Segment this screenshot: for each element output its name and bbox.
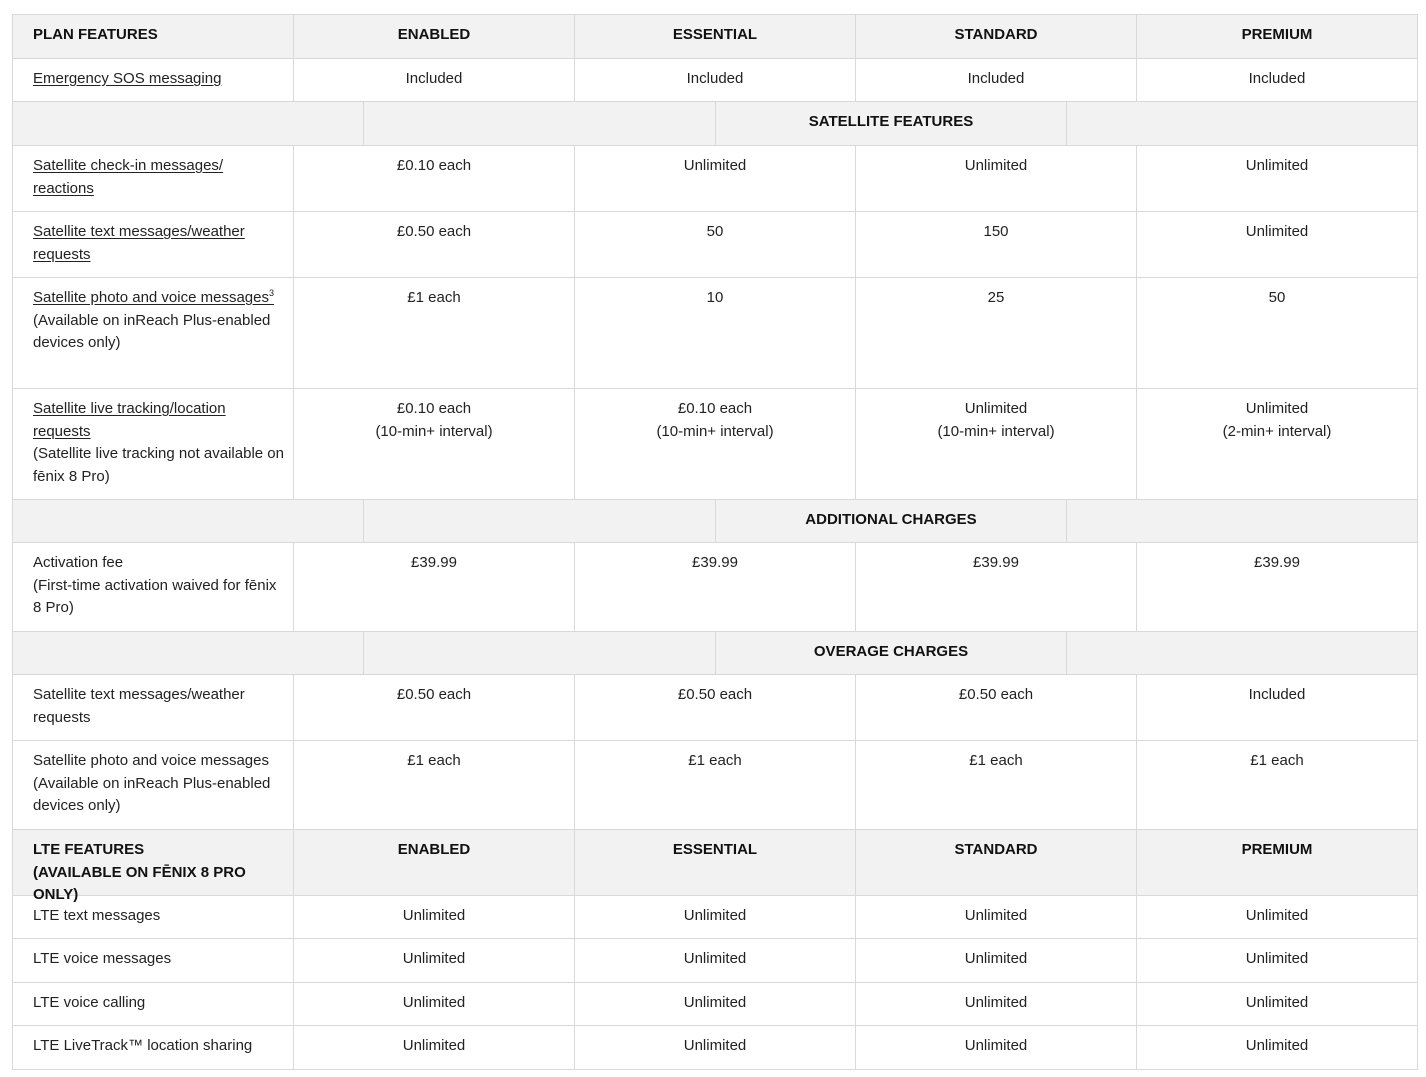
section-spacer (364, 632, 716, 675)
feature-label-cell (13, 983, 294, 1026)
value-text: 50 (1268, 289, 1286, 306)
value-text: 10 (706, 289, 724, 306)
value-essential (575, 939, 856, 983)
value-standard (856, 212, 1137, 278)
feature-label-cell[interactable] (13, 59, 294, 102)
value-essential (575, 389, 856, 500)
value-enabled (294, 1026, 575, 1070)
feature-label-cell (13, 543, 294, 632)
feature-link[interactable]: Satellite live tracking/location requests (33, 400, 226, 440)
value-text: Unlimited (683, 950, 747, 967)
value-text: Unlimited (964, 1037, 1028, 1054)
feature-note: (First-time activation waived for fēnix 8 Pro) (33, 576, 277, 616)
value-standard (856, 59, 1137, 102)
value-essential (575, 59, 856, 102)
value-essential (575, 896, 856, 939)
feature-label: Satellite text messages/weather requests (33, 686, 245, 726)
header-plan-essential (575, 15, 856, 59)
value-premium (1137, 59, 1418, 102)
lte-features-header (13, 830, 294, 903)
value-essential (575, 543, 856, 632)
value-premium (1137, 146, 1418, 212)
value-text: Unlimited (683, 1037, 747, 1054)
lte-header-plan-standard (856, 830, 1137, 896)
value-text: £39.99 (411, 554, 457, 571)
value-text: Included (686, 70, 744, 87)
section-spacer (1067, 632, 1418, 675)
value-text: Unlimited (1245, 223, 1309, 240)
value-premium (1137, 939, 1418, 983)
value-standard (856, 543, 1137, 632)
value-text: Unlimited (683, 157, 747, 174)
value-text-line-2: (10-min+ interval) (656, 422, 774, 440)
value-standard (856, 983, 1137, 1026)
value-text: £1 each (407, 752, 461, 769)
value-text: £1 each (1250, 752, 1304, 769)
feature-label: LTE LiveTrack™ location sharing (33, 1037, 253, 1054)
value-text: Included (967, 70, 1025, 87)
value-premium (1137, 212, 1418, 278)
header-label: PLAN FEATURES (33, 26, 158, 43)
value-standard (856, 896, 1137, 939)
value-text-line-2: (10-min+ interval) (375, 422, 493, 440)
feature-note: (Available on inReach Plus-enabled devices only) (33, 774, 271, 814)
value-standard (856, 741, 1137, 830)
value-text: £39.99 (973, 554, 1019, 571)
plan-name: ENABLED (397, 841, 471, 858)
value-premium (1137, 389, 1418, 500)
lte-header-plan-essential (575, 830, 856, 896)
plan-name: PREMIUM (1241, 26, 1313, 43)
value-text: Unlimited (1245, 400, 1309, 417)
feature-label-cell (13, 896, 294, 939)
value-premium (1137, 896, 1418, 939)
value-text: Unlimited (402, 994, 466, 1011)
value-text: Unlimited (1245, 994, 1309, 1011)
value-essential (575, 741, 856, 830)
value-text: Included (405, 70, 463, 87)
feature-label-cell (13, 1026, 294, 1070)
value-text: £39.99 (1254, 554, 1300, 571)
feature-label: LTE voice messages (33, 950, 172, 967)
value-premium (1137, 741, 1418, 830)
value-standard (856, 1026, 1137, 1070)
value-text: 150 (983, 223, 1009, 240)
value-text: Unlimited (964, 994, 1028, 1011)
section-label: ADDITIONAL CHARGES (805, 511, 977, 528)
value-text: Unlimited (964, 907, 1028, 924)
value-enabled (294, 146, 575, 212)
value-text: £39.99 (692, 554, 738, 571)
value-standard (856, 146, 1137, 212)
section-title (716, 500, 1067, 543)
plan-name: STANDARD (954, 26, 1038, 43)
value-standard (856, 389, 1137, 500)
plan-name: ENABLED (397, 26, 471, 43)
feature-link[interactable]: Satellite check-in messages/ reactions (33, 157, 224, 197)
feature-label-cell[interactable] (13, 389, 294, 500)
header-plan-enabled (294, 15, 575, 59)
value-text: £0.50 each (396, 686, 472, 703)
feature-link[interactable]: Satellite text messages/weather requests (33, 223, 245, 263)
value-premium (1137, 1026, 1418, 1070)
feature-label: LTE voice calling (33, 994, 146, 1011)
value-text: Included (1248, 70, 1306, 87)
feature-label: Activation fee (33, 554, 124, 571)
lte-header-plan-enabled (294, 830, 575, 896)
value-text: Unlimited (402, 907, 466, 924)
value-text: Unlimited (1245, 1037, 1309, 1054)
value-text: Unlimited (964, 400, 1028, 417)
lte-header-label-line-2: (AVAILABLE ON FĒNIX 8 PRO ONLY) (33, 863, 246, 903)
value-text: 50 (706, 223, 724, 240)
value-text: £0.10 each (396, 400, 472, 417)
value-essential (575, 278, 856, 389)
value-enabled (294, 675, 575, 741)
value-text: £1 each (688, 752, 742, 769)
value-standard (856, 675, 1137, 741)
value-essential (575, 675, 856, 741)
plan-name: ESSENTIAL (672, 26, 758, 43)
header-plan-premium (1137, 15, 1418, 59)
value-premium (1137, 278, 1418, 389)
lte-header-plan-premium (1137, 830, 1418, 896)
feature-label-cell[interactable] (13, 146, 294, 212)
section-spacer (364, 102, 716, 146)
value-text: Unlimited (683, 907, 747, 924)
feature-label-cell (13, 741, 294, 830)
section-title (716, 102, 1067, 146)
lte-header-label: LTE FEATURES (33, 841, 145, 858)
value-text: £0.10 each (677, 400, 753, 417)
value-text: Unlimited (964, 950, 1028, 967)
value-enabled (294, 278, 575, 389)
value-premium (1137, 983, 1418, 1026)
value-enabled (294, 212, 575, 278)
value-essential (575, 1026, 856, 1070)
header-plan-features (13, 15, 294, 59)
plan-name: ESSENTIAL (672, 841, 758, 858)
plan-name: STANDARD (954, 841, 1038, 858)
value-text: Unlimited (402, 1037, 466, 1054)
value-text: Included (1248, 686, 1306, 703)
plan-name: PREMIUM (1241, 841, 1313, 858)
value-text-line-2: (2-min+ interval) (1222, 422, 1332, 440)
section-spacer (13, 102, 364, 146)
value-essential (575, 212, 856, 278)
feature-label-cell[interactable] (13, 212, 294, 278)
feature-link[interactable]: Emergency SOS messaging (33, 70, 222, 87)
value-text: £0.50 each (396, 223, 472, 240)
section-spacer (364, 500, 716, 543)
value-enabled (294, 983, 575, 1026)
value-enabled (294, 59, 575, 102)
value-text: £0.50 each (958, 686, 1034, 703)
feature-label-cell (13, 939, 294, 983)
value-text: Unlimited (964, 157, 1028, 174)
feature-note: (Available on inReach Plus-enabled devices only) (33, 311, 271, 351)
value-text: Unlimited (1245, 157, 1309, 174)
value-premium (1137, 675, 1418, 741)
value-text: 25 (987, 289, 1005, 306)
feature-link[interactable]: Satellite photo and voice messages$^3$ (33, 288, 274, 306)
value-premium (1137, 543, 1418, 632)
value-standard (856, 939, 1137, 983)
value-text: £1 each (969, 752, 1023, 769)
section-title (716, 632, 1067, 675)
header-plan-standard (856, 15, 1137, 59)
value-enabled (294, 939, 575, 983)
feature-label-cell[interactable] (13, 278, 294, 389)
feature-label: Satellite photo and voice messages (33, 752, 269, 769)
section-spacer (1067, 500, 1418, 543)
value-text: Unlimited (402, 950, 466, 967)
value-text-line-2: (10-min+ interval) (937, 422, 1055, 440)
value-text: Unlimited (683, 994, 747, 1011)
value-standard (856, 278, 1137, 389)
value-essential (575, 146, 856, 212)
value-enabled (294, 896, 575, 939)
value-text: Unlimited (1245, 950, 1309, 967)
footnote-marker: 3 (268, 288, 274, 298)
value-enabled (294, 543, 575, 632)
value-text: £1 each (407, 289, 461, 306)
value-enabled (294, 389, 575, 500)
value-text: £0.50 each (677, 686, 753, 703)
value-essential (575, 983, 856, 1026)
section-label: SATELLITE FEATURES (808, 113, 974, 130)
section-label: OVERAGE CHARGES (813, 643, 969, 660)
feature-note: (Satellite live tracking not available on fēnix 8 Pro) (33, 445, 284, 485)
section-spacer (13, 632, 364, 675)
value-text: Unlimited (1245, 907, 1309, 924)
feature-label-cell (13, 675, 294, 741)
feature-label: LTE text messages (33, 907, 161, 924)
section-spacer (1067, 102, 1418, 146)
section-spacer (13, 500, 364, 543)
value-enabled (294, 741, 575, 830)
value-text: £0.10 each (396, 157, 472, 174)
